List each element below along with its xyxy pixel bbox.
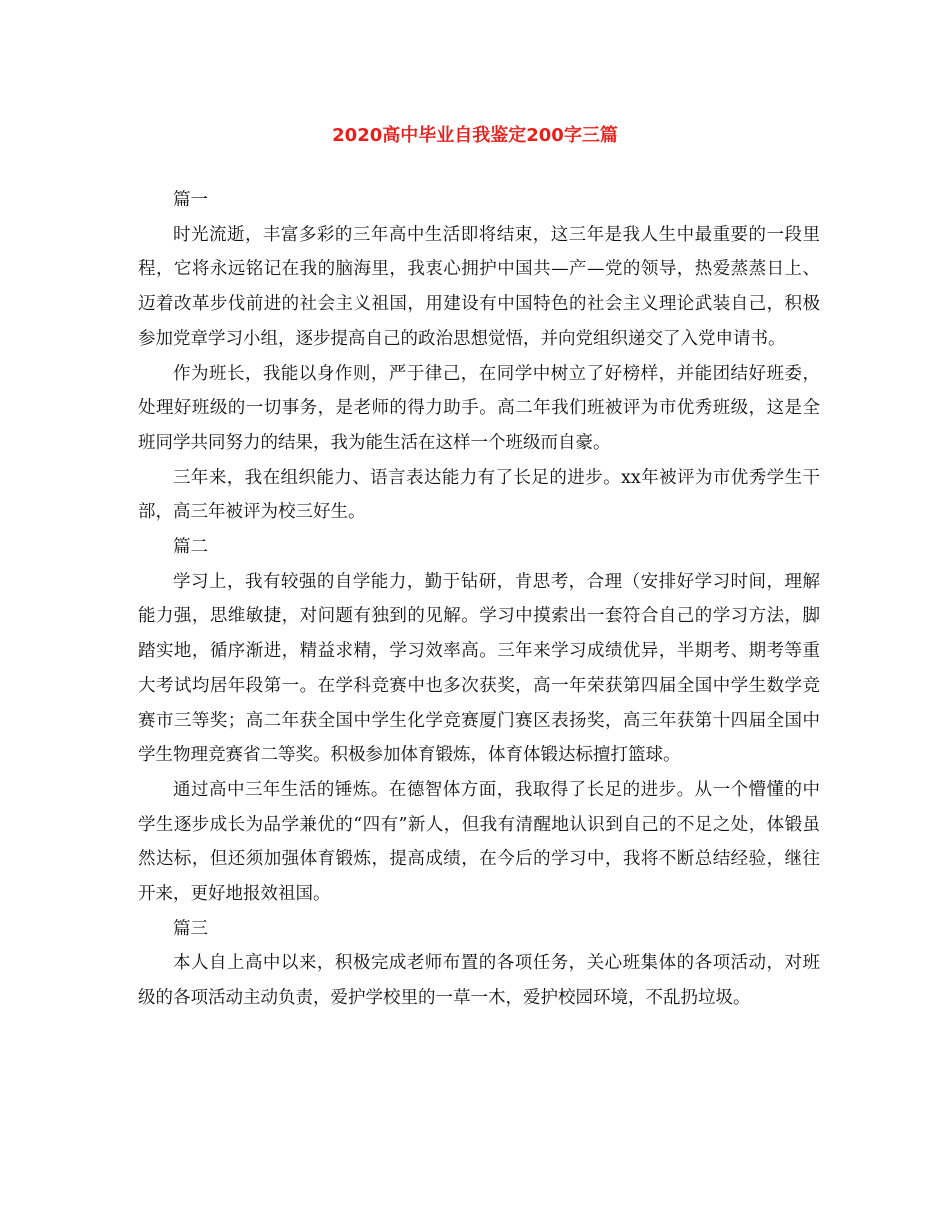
paragraph: 三年来，我在组织能力、语言表达能力有了长足的进步。xx年被评为市优秀学生干部，高三年被评为校三好生。 (138, 467, 820, 523)
section-heading-2: 篇二 (173, 537, 208, 558)
paragraph: 本人自上高中以来，积极完成老师布置的各项任务，关心班集体的各项活动，对班级的各项活动主动负责，爱护学校里的一草一木，爱护校园环境，不乱扔垃圾。 (138, 953, 820, 1009)
paragraph: 学习上，我有较强的自学能力，勤于钻研，肯思考，合理（安排好学习时间，理解能力强，思维敏捷，对问题有独到的见解。学习中摸索出一套符合自己的学习方法，脚踏实地，循序渐进，精益求精，学习效率高。三年来学习成绩优异，半期考、期考等重大考试均居年段第一。在学科竞赛中也多次获奖，高一年荣获第四届全国中学生数学竞赛市三等奖；高二年获全国中学生化学竞赛厦门赛区表扬奖，高三年获第十四届全国中学生物理竞赛省二等奖。积极参加体育锻炼，体育体锻达标擅打篮球。 (138, 571, 820, 766)
section-heading-3: 篇三 (173, 918, 208, 939)
paragraph: 作为班长，我能以身作则，严于律己，在同学中树立了好榜样，并能团结好班委，处理好班级的一切事务，是老师的得力助手。高二年我们班被评为市优秀班级，这是全班同学共同努力的结果，我为能生活在这样一个班级而自豪。 (138, 363, 820, 453)
document-body (138, 183, 820, 1016)
document-title: 2020高中毕业自我鉴定200字三篇 (332, 125, 618, 146)
paragraph: 时光流逝，丰富多彩的三年高中生活即将结束，这三年是我人生中最重要的一段里程，它将永远铭记在我的脑海里，我衷心拥护中国共—产—党的领导，热爱蒸蒸日上、迈着改革步伐前进的社会主义祖国，用建设有中国特色的社会主义理论武装自己，积极参加党章学习小组，逐步提高自己的政治思想觉悟，并向党组织递交了入党申请书。 (138, 224, 820, 349)
paragraph: 通过高中三年生活的锤炼。在德智体方面，我取得了长足的进步。从一个懵懂的中学生逐步成长为品学兼优的“四有”新人，但我有清醒地认识到自己的不足之处，体锻虽然达标，但还须加强体育锻炼，提高成绩，在今后的学习中，我将不断总结经验，继往开来，更好地报效祖国。 (138, 779, 820, 905)
section-heading-1: 篇一 (173, 190, 208, 210)
